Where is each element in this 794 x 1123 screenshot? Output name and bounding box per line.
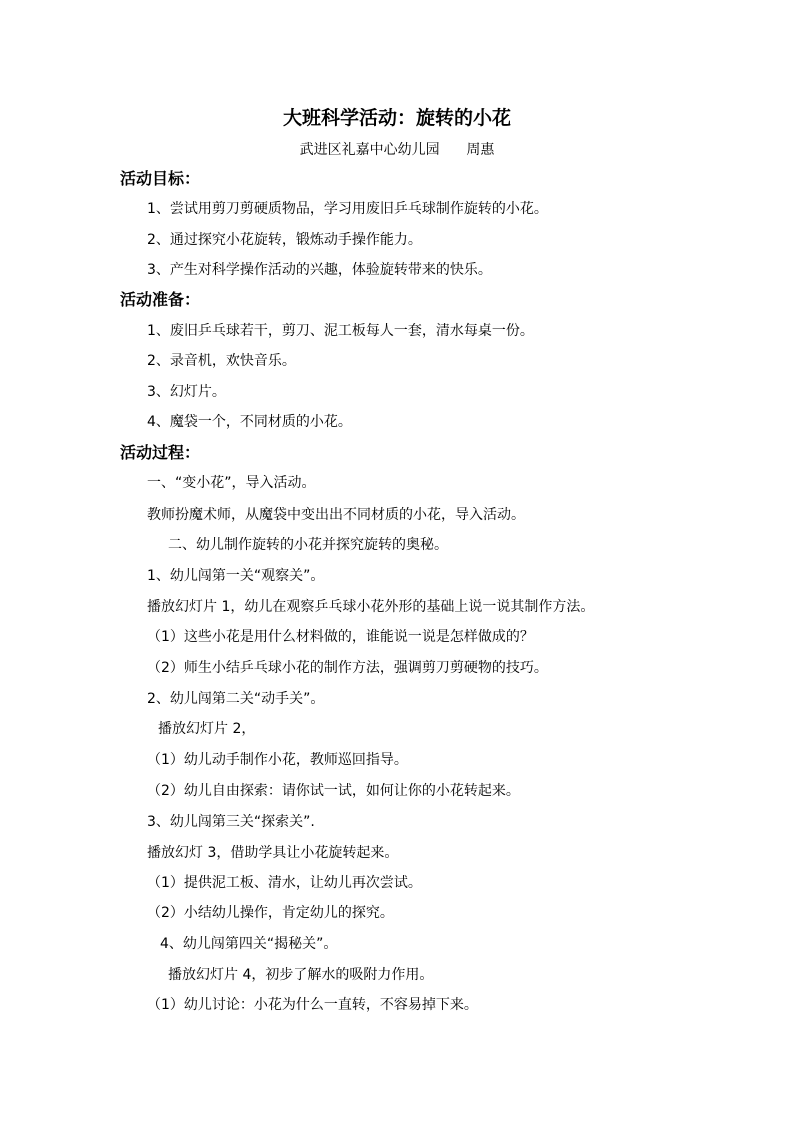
- goal-item: 2、通过探究小花旋转，锻炼动手操作能力。: [147, 232, 422, 248]
- prep-item: 2、录音机，欢快音乐。: [147, 353, 296, 369]
- document-title: 大班科学活动：旋转的小花: [282, 107, 511, 129]
- process-line: （1）幼儿讨论：小花为什么一直转，不容易掉下来。: [147, 997, 478, 1013]
- process-line: 1、幼儿闯第一关“观察关”。: [147, 568, 325, 584]
- prep-item: 1、废旧乒乓球若干，剪刀、泥工板每人一套，清水每桌一份。: [147, 323, 534, 339]
- process-line: 4、幼儿闯第四关“揭秘关”。: [160, 936, 338, 952]
- process-line: 播放幻灯 3，借助学具让小花旋转起来。: [147, 845, 399, 861]
- process-line: （1）这些小花是用什么材料做的，谁能说一说是怎样做成的？: [147, 629, 534, 645]
- process-line: 播放幻灯片 1，幼儿在观察乒乓球小花外形的基础上说一说其制作方法。: [147, 599, 595, 615]
- process-line: 播放幻灯片 2，: [158, 721, 256, 737]
- process-line: （1）幼儿动手制作小花，教师巡回指导。: [147, 752, 408, 768]
- section-heading-process: 活动过程：: [120, 443, 201, 462]
- process-line: 3、幼儿闯第三关“探索关”.: [147, 814, 315, 830]
- process-line: （1）提供泥工板、清水，让幼儿再次尝试。: [147, 875, 422, 891]
- author-byline: 武进区礼嘉中心幼儿园 周惠: [299, 142, 495, 158]
- section-heading-prep: 活动准备：: [120, 290, 201, 309]
- process-line: 教师扮魔术师，从魔袋中变出出不同材质的小花，导入活动。: [147, 507, 525, 523]
- goal-item: 3、产生对科学操作活动的兴趣，体验旋转带来的快乐。: [147, 262, 492, 278]
- process-line: （2）师生小结乒乓球小花的制作方法，强调剪刀剪硬物的技巧。: [147, 660, 548, 676]
- goal-item: 1、尝试用剪刀剪硬质物品，学习用废旧乒乓球制作旋转的小花。: [147, 201, 548, 217]
- prep-item: 4、魔袋一个，不同材质的小花。: [147, 414, 352, 430]
- process-line: 2、幼儿闯第二关“动手关”。: [147, 691, 325, 707]
- section-heading-goals: 活动目标：: [120, 169, 201, 188]
- process-line: （2）幼儿自由探索：请你试一试，如何让你的小花转起来。: [147, 783, 520, 799]
- process-line: （2）小结幼儿操作，肯定幼儿的探究。: [147, 905, 394, 921]
- process-line: 一、“变小花”，导入活动。: [147, 475, 316, 491]
- process-line: 播放幻灯片 4，初步了解水的吸附力作用。: [168, 967, 434, 983]
- prep-item: 3、幻灯片。: [147, 384, 226, 400]
- process-line: 二、幼儿制作旋转的小花并探究旋转的奥秘。: [168, 537, 448, 553]
